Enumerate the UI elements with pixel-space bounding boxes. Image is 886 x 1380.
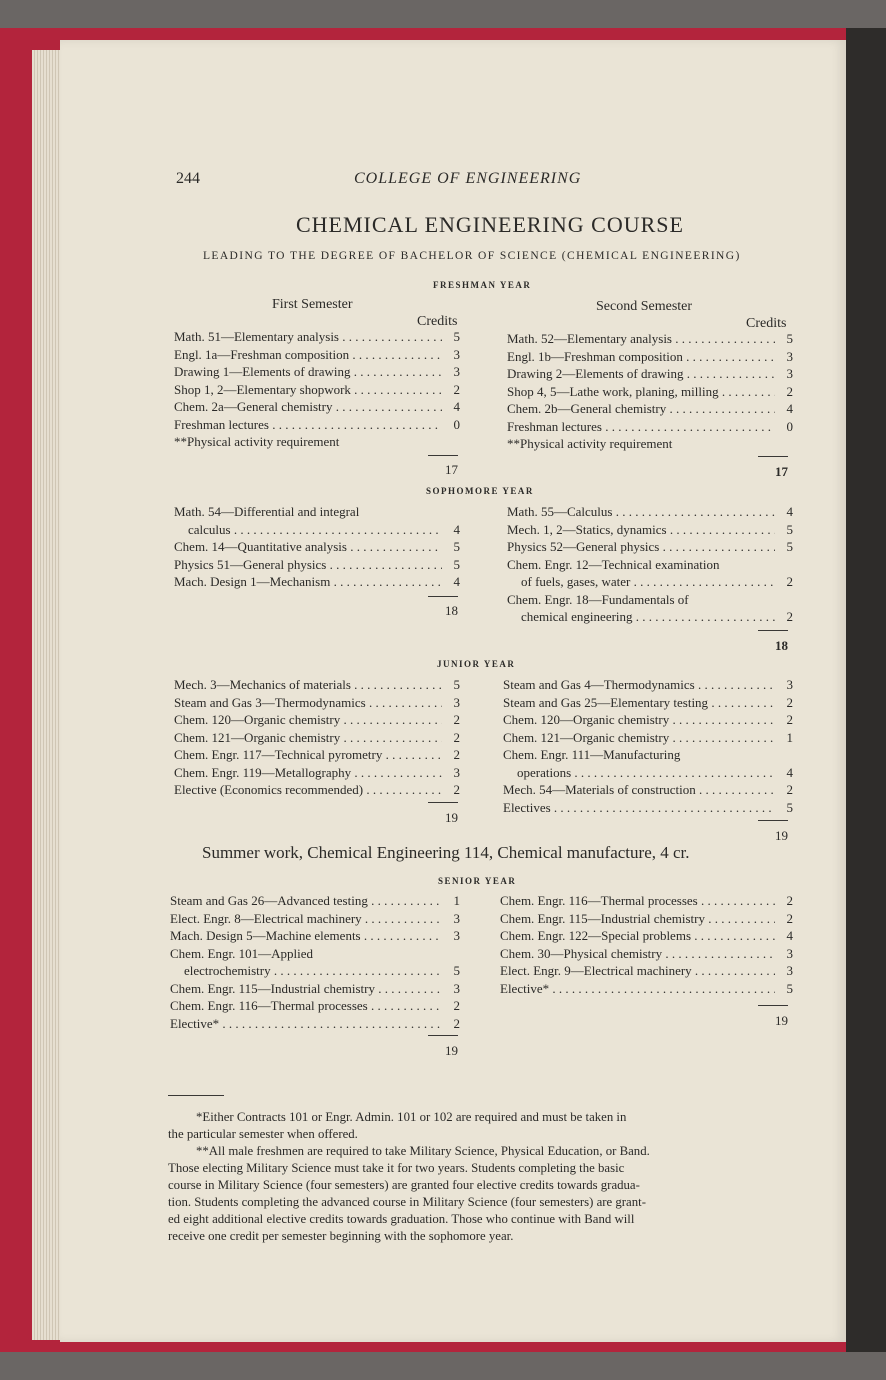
course-credits: 2 [453, 1015, 460, 1031]
course-credits [775, 747, 793, 763]
course-name: Chem. Engr. 115—Industrial chemistry . . . [170, 981, 442, 997]
course-name: Chem. Engr. 12—Technical examination [507, 556, 720, 572]
course-credits: 4 [786, 764, 793, 780]
senior-right-course-row [500, 963, 793, 979]
course-name: Chem. 2b—General chemistry . . . [507, 401, 775, 417]
footnote-line: tion. Students completing the advanced course in Military Science (four semesters) are grant- [168, 1195, 646, 1209]
course-credits: 3 [453, 980, 460, 996]
sophomore-right-course-row [507, 522, 793, 538]
senior-left-course-row [170, 998, 460, 1014]
course-credits: 2 [786, 383, 793, 399]
course-name: Chem. Engr. 119—Metallography . . . [174, 765, 442, 781]
credits-heading-right: Credits [746, 316, 787, 331]
course-credits: 4 [786, 401, 793, 416]
sophomore-right-course-row [507, 592, 793, 608]
course-credits [442, 946, 460, 962]
course-credits: 3 [453, 764, 460, 780]
course-name: Mach. Design 1—Mechanism . . . [174, 574, 442, 590]
course-name: Chem. 121—Organic chemistry . . . [174, 730, 442, 746]
credits-heading-left: Credits [417, 314, 458, 329]
course-name: Elective* . . . [500, 981, 775, 997]
junior-right-course-row [503, 677, 793, 693]
course-credits: 4 [453, 521, 460, 537]
course-name: Chem. Engr. 116—Thermal processes . . . [170, 998, 442, 1014]
course-name: Chem. Engr. 111—Manufacturing [503, 747, 681, 762]
junior-total-right: 19 [775, 828, 788, 843]
senior-year-heading: SENIOR YEAR [438, 876, 517, 886]
course-credits: 5 [453, 539, 460, 554]
sophomore-left-course-row [174, 574, 460, 590]
junior-left-course-row [174, 782, 460, 798]
senior-right-course-row [500, 946, 793, 962]
course-credits: 3 [453, 364, 460, 379]
course-credits: 1 [786, 729, 793, 745]
course-credits: 5 [786, 980, 793, 996]
course-name: Chem. Engr. 117—Technical pyrometry . . . [174, 747, 442, 763]
course-name: Math. 51—Elementary analysis . . . [174, 329, 442, 345]
senior-left-course-row [170, 928, 460, 944]
footnote-line: **All male freshmen are required to take Military Science, Physical Education, or Band. [196, 1144, 650, 1158]
junior-total-left-rule [428, 802, 458, 803]
freshman-total-right-rule [758, 456, 788, 457]
course-name: electrochemistry . . . [184, 963, 442, 979]
junior-right-course-row [503, 800, 793, 816]
course-credits: 5 [453, 677, 460, 692]
course-credits: 5 [786, 331, 793, 346]
course-credits: 3 [453, 928, 460, 943]
running-head: COLLEGE OF ENGINEERING [354, 170, 582, 187]
sophomore-right-course-row [521, 609, 793, 625]
course-name: Shop 4, 5—Lathe work, planing, milling . . . [507, 384, 775, 400]
first-semester-heading: First Semester [272, 297, 353, 312]
course-name: **Physical activity requirement [174, 434, 340, 449]
footnote-line: ed eight additional elective credits towards graduation. Those who continue with Band will [168, 1212, 635, 1226]
freshman-right-course-row [507, 401, 793, 417]
freshman-total-right: 17 [775, 464, 788, 479]
course-credits: 2 [453, 998, 460, 1013]
course-name: Mech. 3—Mechanics of materials . . . [174, 677, 442, 693]
freshman-right-course-row [507, 419, 793, 435]
senior-total-right: 19 [775, 1013, 788, 1028]
course-name: Steam and Gas 25—Elementary testing . . . [503, 695, 775, 711]
course-credits: 3 [786, 945, 793, 961]
freshman-left-course-row [174, 364, 460, 380]
senior-left-course-row [170, 893, 460, 909]
course-name: Math. 55—Calculus . . . [507, 504, 775, 520]
course-name: Chem. Engr. 116—Thermal processes . . . [500, 893, 775, 909]
course-name: Mech. 54—Materials of construction . . . [503, 782, 775, 798]
course-name: chemical engineering . . . [521, 609, 775, 625]
course-credits: 4 [453, 399, 460, 414]
course-credits: 5 [453, 963, 460, 978]
course-name: calculus . . . [188, 522, 442, 538]
senior-left-course-row [184, 963, 460, 979]
course-name: Freshman lectures . . . [174, 417, 442, 433]
senior-total-left: 19 [445, 1043, 458, 1058]
course-name: Shop 1, 2—Elementary shopwork . . . [174, 382, 442, 398]
course-credits: 1 [453, 893, 460, 908]
course-name: operations . . . [517, 765, 775, 781]
senior-right-course-row [500, 893, 793, 909]
course-name: Elective (Economics recommended) . . . [174, 782, 442, 798]
course-name: Chem. 120—Organic chemistry . . . [503, 712, 775, 728]
course-name: of fuels, gases, water . . . [521, 574, 775, 590]
senior-right-course-row [500, 928, 793, 944]
junior-right-course-row [503, 730, 793, 746]
senior-left-course-row [170, 981, 460, 997]
course-name: Physics 51—General physics . . . [174, 557, 442, 573]
junior-year-heading: JUNIOR YEAR [437, 659, 516, 669]
course-name: Chem. 121—Organic chemistry . . . [503, 730, 775, 746]
course-credits: 5 [786, 799, 793, 815]
course-name: Chem. 30—Physical chemistry . . . [500, 946, 775, 962]
junior-left-course-row [174, 677, 460, 693]
sophomore-left-course-row [188, 522, 460, 538]
junior-right-course-row [503, 782, 793, 798]
footnote-rule [168, 1095, 224, 1096]
course-credits [775, 436, 793, 452]
course-credits: 3 [786, 677, 793, 692]
course-credits: 3 [786, 366, 793, 381]
course-name: Chem. Engr. 115—Industrial chemistry . . . [500, 911, 775, 927]
course-credits: 5 [786, 539, 793, 554]
freshman-left-course-row [174, 434, 460, 450]
course-name: Chem. Engr. 18—Fundamentals of [507, 591, 689, 607]
page-number: 244 [176, 170, 200, 187]
sophomore-right-course-row [507, 539, 793, 555]
footnote-line: *Either Contracts 101 or Engr. Admin. 101 or 102 are required and must be taken in [196, 1110, 627, 1124]
freshman-left-course-row [174, 382, 460, 398]
freshman-right-course-row [507, 349, 793, 365]
sophomore-year-heading: SOPHOMORE YEAR [426, 486, 534, 496]
course-name: Drawing 2—Elements of drawing . . . [507, 366, 775, 382]
sophomore-total-right: 18 [775, 638, 788, 653]
sophomore-left-course-row [174, 539, 460, 555]
course-credits: 2 [786, 694, 793, 710]
course-name: Drawing 1—Elements of drawing . . . [174, 364, 442, 380]
footnote-line: Those electing Military Science must take it for two years. Students completing the basic [168, 1161, 625, 1175]
senior-left-course-row [170, 911, 460, 927]
junior-right-course-row [503, 712, 793, 728]
course-credits: 4 [786, 504, 793, 519]
summer-work-note: Summer work, Chemical Engineering 114, Chemical manufacture, 4 cr. [202, 843, 690, 862]
senior-right-course-row [500, 981, 793, 997]
junior-left-course-row [174, 712, 460, 728]
junior-left-course-row [174, 730, 460, 746]
freshman-right-course-row [507, 366, 793, 382]
junior-left-course-row [174, 695, 460, 711]
course-credits [775, 592, 793, 608]
junior-left-course-row [174, 765, 460, 781]
course-credits: 4 [786, 928, 793, 943]
course-name: Chem. 14—Quantitative analysis . . . [174, 539, 442, 555]
course-credits: 0 [453, 416, 460, 432]
freshman-right-course-row [507, 331, 793, 347]
junior-right-course-row [503, 695, 793, 711]
senior-left-course-row [170, 1016, 460, 1032]
sophomore-right-course-row [507, 504, 793, 520]
sophomore-total-left: 18 [445, 603, 458, 618]
sophomore-left-course-row [174, 557, 460, 573]
course-credits: 2 [786, 712, 793, 727]
footnote-line: course in Military Science (four semesters) are granted four elective credits towards gradua- [168, 1178, 640, 1192]
senior-total-left-rule [428, 1035, 458, 1036]
freshman-left-course-row [174, 417, 460, 433]
course-name: Chem. 120—Organic chemistry . . . [174, 712, 442, 728]
junior-total-right-rule [758, 820, 788, 821]
course-credits: 2 [786, 893, 793, 908]
course-name: Physics 52—General physics . . . [507, 539, 775, 555]
freshman-left-course-row [174, 399, 460, 415]
course-credits: 2 [453, 729, 460, 745]
course-name: Steam and Gas 26—Advanced testing . . . [170, 893, 442, 909]
footnote-line: receive one credit per semester beginning with the sophomore year. [168, 1229, 514, 1243]
course-name: Steam and Gas 3—Thermodynamics . . . [174, 695, 442, 711]
course-name: **Physical activity requirement [507, 436, 673, 451]
course-credits: 5 [453, 329, 460, 344]
second-semester-heading: Second Semester [596, 299, 693, 314]
course-name: Chem. Engr. 122—Special problems . . . [500, 928, 775, 944]
page-title: CHEMICAL ENGINEERING COURSE [296, 212, 684, 237]
freshman-left-course-row [174, 329, 460, 345]
course-credits [442, 434, 460, 450]
course-name: Engl. 1a—Freshman composition . . . [174, 347, 442, 363]
freshman-right-course-row [507, 436, 793, 452]
course-name: Elect. Engr. 8—Electrical machinery . . . [170, 911, 442, 927]
course-credits: 2 [786, 910, 793, 926]
junior-right-course-row [503, 747, 793, 763]
senior-right-course-row [500, 911, 793, 927]
freshman-total-left: 17 [445, 462, 458, 477]
course-credits: 2 [453, 747, 460, 762]
course-name: Mech. 1, 2—Statics, dynamics . . . [507, 522, 775, 538]
course-credits: 2 [453, 782, 460, 797]
footnote-line: the particular semester when offered. [168, 1127, 358, 1141]
page-subtitle: LEADING TO THE DEGREE OF BACHELOR OF SCIENCE (CHEMICAL ENGINEERING) [203, 250, 741, 262]
course-credits: 3 [453, 694, 460, 710]
freshman-right-course-row [507, 384, 793, 400]
course-credits: 0 [786, 418, 793, 434]
senior-total-right-rule [758, 1005, 788, 1006]
course-credits: 5 [453, 556, 460, 572]
course-name: Steam and Gas 4—Thermodynamics . . . [503, 677, 775, 693]
course-credits: 2 [453, 381, 460, 397]
course-credits: 5 [786, 521, 793, 537]
freshman-total-left-rule [428, 455, 458, 456]
senior-left-course-row [170, 946, 460, 962]
course-name: Elective* . . . [170, 1016, 442, 1032]
course-credits: 2 [453, 712, 460, 727]
course-name: Chem. 2a—General chemistry . . . [174, 399, 442, 415]
course-name: Freshman lectures . . . [507, 419, 775, 435]
course-name: Math. 54—Differential and integral [174, 504, 360, 519]
course-name: Engl. 1b—Freshman composition . . . [507, 349, 775, 365]
course-credits: 2 [786, 574, 793, 589]
course-credits: 4 [453, 574, 460, 589]
course-name: Elect. Engr. 9—Electrical machinery . . . [500, 963, 775, 979]
course-credits: 3 [453, 346, 460, 362]
course-credits: 3 [786, 348, 793, 364]
sophomore-left-course-row [174, 504, 460, 520]
course-credits: 2 [786, 609, 793, 624]
course-name: Math. 52—Elementary analysis . . . [507, 331, 775, 347]
course-name: Electives . . . [503, 800, 775, 816]
sophomore-right-course-row [507, 557, 793, 573]
course-credits: 2 [786, 782, 793, 797]
course-credits: 3 [786, 963, 793, 978]
course-credits [775, 557, 793, 573]
course-name: Chem. Engr. 101—Applied [170, 945, 313, 961]
junior-left-course-row [174, 747, 460, 763]
sophomore-right-course-row [521, 574, 793, 590]
course-credits: 3 [453, 910, 460, 926]
freshman-year-heading: FRESHMAN YEAR [433, 280, 532, 290]
sophomore-total-left-rule [428, 596, 458, 597]
course-credits [442, 504, 460, 520]
junior-total-left: 19 [445, 810, 458, 825]
sophomore-total-right-rule [758, 630, 788, 631]
course-name: Mach. Design 5—Machine elements . . . [170, 928, 442, 944]
freshman-left-course-row [174, 347, 460, 363]
junior-right-course-row [517, 765, 793, 781]
